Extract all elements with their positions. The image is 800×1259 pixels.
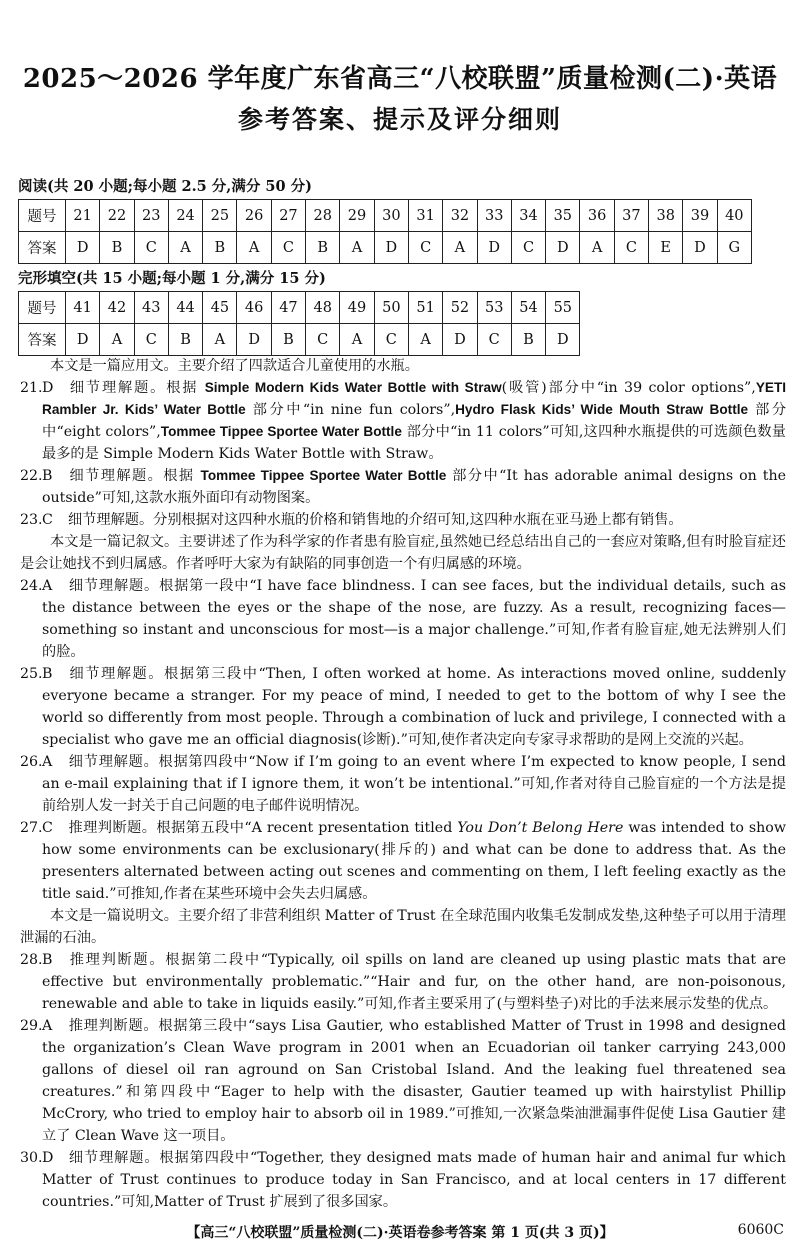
question-number-cell: 26 bbox=[237, 200, 271, 232]
answer-cell: B bbox=[306, 232, 340, 264]
question-number-cell: 24 bbox=[168, 200, 202, 232]
question-number-cell: 44 bbox=[168, 292, 202, 324]
answer-cell: D bbox=[683, 232, 717, 264]
answer-25: 25.B 细节理解题。根据第三段中“Then, I often worked at home. As interactions moved online, suddenly everyone became a stranger. For my peace of mind, I needed to get to the bottom of why I see the world so differently from most people. Through a combination of luck and privilege, I connected with a specialist who gave me an official diagnosis(诊断).”可知,使作者决定向专家寻求帮助的是网上交流的兴起。 bbox=[20, 666, 786, 748]
question-number-cell: 34 bbox=[511, 200, 545, 232]
answer-cell: C bbox=[134, 232, 168, 264]
answer-cell: D bbox=[546, 324, 580, 356]
answer-26: 26.A 细节理解题。根据第四段中“Now if I’m going to an event where I’m expected to know people, I send an e-mail explaining that if I ignore them, it won’t be intentional.”可知,作者对待自己脸盲症的一个方法是提前给别人发一封关于自己问题的电子邮件说明情况。 bbox=[20, 754, 786, 814]
table-row bbox=[19, 324, 580, 356]
question-number-cell: 38 bbox=[649, 200, 683, 232]
answer-27: 27.C 推理判断题。根据第五段中“A recent presentation titled You Don’t Belong Here was intended to show how some environments can be exclusionary(排斥的) and what can be done to address that. As the presenters alternated between acting out scenes and commenting on them, I left feeling exactly as the title said.”可推知,作者在某些环境中会失去归属感。 bbox=[20, 820, 786, 902]
answer-cell: G bbox=[717, 232, 751, 264]
answer-cell: A bbox=[580, 232, 614, 264]
passage-a-intro: 本文是一篇应用文。主要介绍了四款适合儿童使用的水瓶。 bbox=[50, 358, 419, 374]
answer-cell: D bbox=[477, 232, 511, 264]
answer-cell: A bbox=[340, 324, 374, 356]
document-title: 2025～2026 学年度广东省高三“八校联盟”质量检测(二)·英语 bbox=[22, 64, 778, 94]
answer-22: 22.B 细节理解题。根据 Tommee Tippee Sportee Water Bottle 部分中“It has adorable animal designs on the outside”可知,这款水瓶外面印有动物图案。 bbox=[20, 468, 787, 506]
answer-23: 23.C 细节理解题。分别根据对这四种水瓶的价格和销售地的介绍可知,这四种水瓶在亚马逊上都有销售。 bbox=[20, 512, 683, 528]
question-number-cell: 28 bbox=[306, 200, 340, 232]
question-number-cell: 45 bbox=[203, 292, 237, 324]
answer-cell: D bbox=[66, 324, 100, 356]
question-number-cell: 46 bbox=[237, 292, 271, 324]
question-number-cell: 37 bbox=[614, 200, 648, 232]
answer-cell: A bbox=[408, 324, 442, 356]
answer-24: 24.A 细节理解题。根据第一段中“I have face blindness. I can see faces, but the individual details, such as the distance between the eyes or the shape of the nose, are fuzzy. As a result, recognizing faces—something so instant and unconscious for most—is a major challenge.”可知,作者有脸盲症,她无法辨别人们的脸。 bbox=[20, 578, 786, 660]
answer-cell: C bbox=[271, 232, 305, 264]
passage-c-intro: 本文是一篇说明文。主要介绍了非营利组织 Matter of Trust 在全球范围内收集毛发制成发垫,这种垫子可以用于清理泄漏的石油。 bbox=[20, 908, 786, 946]
question-number-cell: 50 bbox=[374, 292, 408, 324]
question-number-cell: 48 bbox=[306, 292, 340, 324]
answer-cell: C bbox=[134, 324, 168, 356]
table-row bbox=[19, 292, 580, 324]
cloze-answer-table bbox=[18, 291, 580, 356]
answer-cell: C bbox=[306, 324, 340, 356]
question-number-cell: 23 bbox=[134, 200, 168, 232]
question-number-cell: 49 bbox=[340, 292, 374, 324]
explanations bbox=[20, 355, 786, 1213]
question-number-cell: 39 bbox=[683, 200, 717, 232]
row-label: 答案 bbox=[19, 232, 66, 264]
question-number-cell: 51 bbox=[408, 292, 442, 324]
question-number-cell: 25 bbox=[203, 200, 237, 232]
row-label: 答案 bbox=[19, 324, 66, 356]
answer-cell: B bbox=[100, 232, 134, 264]
cloze-heading: 完形填空(共 15 小题;每小题 1 分,满分 15 分) bbox=[18, 270, 326, 287]
question-number-cell: 29 bbox=[340, 200, 374, 232]
question-number-cell: 32 bbox=[443, 200, 477, 232]
question-number-cell: 27 bbox=[271, 200, 305, 232]
answer-cell: D bbox=[374, 232, 408, 264]
answer-cell: D bbox=[546, 232, 580, 264]
answer-cell: B bbox=[271, 324, 305, 356]
question-number-cell: 30 bbox=[374, 200, 408, 232]
question-number-cell: 35 bbox=[546, 200, 580, 232]
answer-cell: C bbox=[614, 232, 648, 264]
answer-cell: A bbox=[100, 324, 134, 356]
answer-21: 21.D 细节理解题。根据 Simple Modern Kids Water Bottle with Straw(吸管)部分中“in 39 color options”,YETI Rambler Jr. Kids’ Water Bottle 部分中“in nine fun colors”,Hydro Flask Kids’ Wide Mouth Straw Bottle 部分中“eight colors”,Tommee Tippee Sportee Water Bottle 部分中“in 11 colors”可知,这四种水瓶提供的可选颜色数量最多的是 Simple Modern Kids Water Bottle with Straw。 bbox=[20, 380, 787, 462]
page-footer: 【高三“八校联盟”质量检测(二)·英语卷参考答案 第 1 页(共 3 页)】 bbox=[186, 1225, 614, 1241]
question-number-cell: 52 bbox=[443, 292, 477, 324]
question-number-cell: 33 bbox=[477, 200, 511, 232]
answer-29: 29.A 推理判断题。根据第三段中“says Lisa Gautier, who established Matter of Trust in 1998 and designed the organization’s Clean Wave program in 2001 when an Ecuadorian oil tanker carrying 243,000 gallons of diesel oil ran aground on San Cristobal Island. And the leaking fuel threatened sea creatures.”和第四段中“Eager to help with the disaster, Gautier teamed up with hairstylist Phillip McCrory, who tried to employ hair to absorb oil in 1989.”可推知,一次紧急柴油泄漏事件促使 Lisa Gautier 建立了 Clean Wave 这一项目。 bbox=[20, 1018, 786, 1144]
answer-cell: C bbox=[477, 324, 511, 356]
question-number-cell: 21 bbox=[66, 200, 100, 232]
answer-cell: C bbox=[511, 232, 545, 264]
question-number-cell: 47 bbox=[271, 292, 305, 324]
question-number-cell: 54 bbox=[511, 292, 545, 324]
reading-heading: 阅读(共 20 小题;每小题 2.5 分,满分 50 分) bbox=[18, 178, 312, 195]
answer-cell: D bbox=[237, 324, 271, 356]
answer-cell: E bbox=[649, 232, 683, 264]
document-code: 6060C bbox=[737, 1222, 784, 1238]
answer-cell: B bbox=[511, 324, 545, 356]
answer-cell: A bbox=[237, 232, 271, 264]
answer-cell: C bbox=[408, 232, 442, 264]
table-row bbox=[19, 232, 752, 264]
question-number-cell: 42 bbox=[100, 292, 134, 324]
document-subtitle: 参考答案、提示及评分细则 bbox=[237, 105, 562, 134]
question-number-cell: 55 bbox=[546, 292, 580, 324]
answer-cell: C bbox=[374, 324, 408, 356]
question-number-cell: 31 bbox=[408, 200, 442, 232]
question-number-cell: 40 bbox=[717, 200, 751, 232]
question-number-cell: 22 bbox=[100, 200, 134, 232]
row-label: 题号 bbox=[19, 200, 66, 232]
answer-cell: A bbox=[340, 232, 374, 264]
reading-answer-table bbox=[18, 199, 752, 264]
answer-cell: B bbox=[168, 324, 202, 356]
answer-30: 30.D 细节理解题。根据第四段中“Together, they designed mats made of human hair and animal fur which Matter of Trust continues to produce today in San Francisco, and at local centers in 17 different countries.”可知,Matter of Trust 扩展到了很多国家。 bbox=[20, 1150, 786, 1210]
row-label: 题号 bbox=[19, 292, 66, 324]
answer-cell: A bbox=[443, 232, 477, 264]
table-row bbox=[19, 200, 752, 232]
answer-cell: A bbox=[168, 232, 202, 264]
answer-28: 28.B 推理判断题。根据第二段中“Typically, oil spills on land are cleaned up using plastic mats that are effective but environmentally problematic.”“Hair and fur, on the other hand, are non-poisonous, renewable and able to take in liquids easily.”可知,作者主要采用了(与塑料垫子)对比的手法来展示发垫的优点。 bbox=[20, 952, 786, 1012]
question-number-cell: 36 bbox=[580, 200, 614, 232]
passage-b-intro: 本文是一篇记叙文。主要讲述了作为科学家的作者患有脸盲症,虽然她已经总结出自己的一套应对策略,但有时脸盲症还是会让她找不到归属感。作者呼吁大家为有缺陷的同事创造一个有归属感的环境。 bbox=[20, 534, 786, 572]
answer-cell: D bbox=[443, 324, 477, 356]
question-number-cell: 53 bbox=[477, 292, 511, 324]
question-number-cell: 43 bbox=[134, 292, 168, 324]
answer-cell: B bbox=[203, 232, 237, 264]
answer-cell: A bbox=[203, 324, 237, 356]
question-number-cell: 41 bbox=[66, 292, 100, 324]
answer-cell: D bbox=[66, 232, 100, 264]
